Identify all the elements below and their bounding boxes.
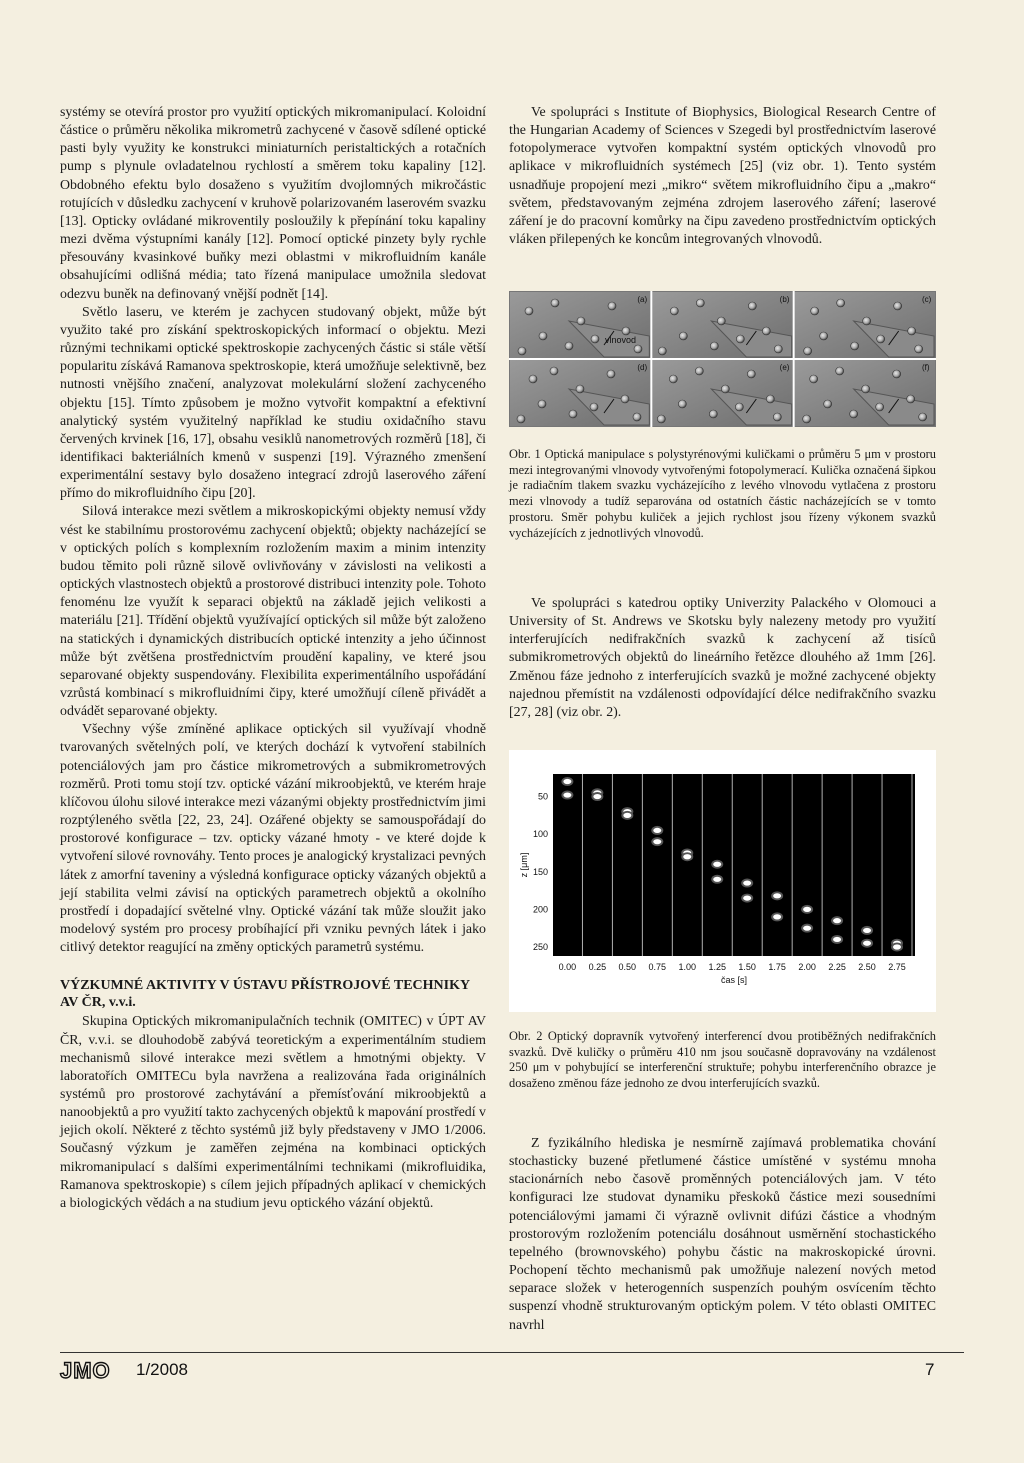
bead [622,327,630,335]
particle-point [771,912,783,921]
paragraph: Skupina Optických mikromanipulačních technik (OMITEC) v ÚPT AV ČR, v.v.i. se dlouhodobě zabývá teoretickým a experimentálním studiem mechanismů silové interakce mezi světlem a hmotnými objekty. V laboratořích OMITECu byla navržena a realizována řada originálních systémů pro prostorové zachytávání a přemísťování mikroobjektů a nanoobjektů a pro využití takto zachycených objektů k mapování prostředí v jejich okolí. Některé z těchto systémů již byly představeny v JMO 1/2006. Současný výzkum je zaměřen zejména na kombinaci optických mikromanipulací s dalšími experimentálními technikami (mikrofluidika, Ramanova spektroskopie) s cílem jejich případných aplikací v chemických a biologických vědách a na studium jevu optického vázání objektů. [60,1014,486,1211]
bead [877,335,885,343]
paragraph: Ve spolupráci s katedrou optiky Univerzity Palackého v Olomouci a University of St. Andrews ve Skotsku byly nalezeny metody pro využití interferujících nedifrakčních svazků k zachycení až tisíců submikrometrových objektů do lineárního řetězce dlouhého až 1mm [26]. Změnou fáze jednoho z interferujících svazků je možné zachycené objekty najednou přemístit na vzdálenosti odpovídající délce nedifrakčního svazku [27, 28] (viz obr. 2). [509,596,936,720]
paragraph: Silová interakce mezi světlem a mikroskopickými objekty nemusí vždy vést ke stabilnímu prostorovému zachycení objektů; objekty nacházející se v optických polích s komplexním rozložením maxim a minim intenzity budou těmito poli různě silově ovlivňovány v závislosti na velikosti a optických vlastnostech objektů a prostorové distribuci intenzity pole. Tohoto fenoménu lze využít k separaci objektů na základě jejich velikosti a materiálu [21]. Třídění objektů využívající optických sil může být založeno na statických i dynamických distribucích optické intenzity a jeho účinnost může být zvětšena prostřednictvím proudění kapaliny, ve které jsou separované objekty suspendovány. Flexibilita experimentálního uspořádání vzrůstá kombinací s mikrofluidními čipy, které umožňují cíleně přivádět a odvádět separované objekty. [60,504,486,720]
particle-point [801,905,813,914]
particle-point [741,894,753,903]
bead [539,332,547,340]
bead [735,403,743,411]
section-heading: VÝZKUMNÉ AKTIVITY V ÚSTAVU PŘÍSTROJOVÉ TECHNIKY AV ČR, v.v.i. [60,978,470,1011]
bead [811,307,819,315]
bead [551,299,559,307]
particle-point [681,852,693,861]
particle-point [831,935,843,944]
microscopy-panel [510,360,650,426]
panel-label: (d) [637,363,648,372]
bead [696,299,704,307]
particle-point [741,879,753,888]
bead [710,342,718,350]
bead [678,400,686,408]
bead [538,400,546,408]
figure-2-chart [509,750,936,1012]
x-tick-label: 2.50 [858,962,876,972]
microscopy-panels [509,291,936,427]
bead [518,347,526,355]
bead [836,367,844,375]
right-column-top [509,104,936,249]
right-column-bottom [509,1135,936,1335]
particle-point [561,777,573,786]
bead [569,410,577,418]
figure-1-caption: Obr. 1 Optická manipulace s polystyrénovými kuličkami o průměru 5 μm v prostoru mezi integrovanými vlnovody vytvořenými fotopolymerací. Kulička označená šipkou je radiačním tlakem svazku vycházejícího z levého vlnovodu vytlačena z prostoru mezi vlnovody a tudíž separována od ostatních částic nacházejících se v tomto prostoru. Směr pohybu kuliček a jejich rychlost jsou řízeny výkonem svazků vycházejících z jednotlivých vlnovodů. [509,447,936,540]
bead [658,347,666,355]
bead [820,332,828,340]
bead [657,415,665,423]
particle-point [861,939,873,948]
bead [695,367,703,375]
bead [607,370,615,378]
particle-point [801,924,813,933]
bead [576,385,584,393]
paragraph: Z fyzikálního hlediska je nesmírně zajímavá problematika chování stochasticky buzené přetlumené částice umístěné v systému mnoha stacionárních nebo časově proměnných potenciálových jam. V této konfiguraci lze studovat dynamiku přeskoků částice mezi sousedními potenciálovými jamami či výrazně ovlivnit difúzi částice a vhodným prostorovým rozložením potenciálu dosáhnout usměrnění stochastického tepelného (brownovského) pohybu částic na makroskopické úrovni. Pochopení těchto mechanismů pak umožňuje nalezení nových metod separace složek v heterogenních suspenzích pouhým osvícením těchto suspenzí vhodně strukturovaným optickým polem. V této oblasti OMITEC navrhl [509,1136,936,1333]
x-tick-label: 0.25 [588,962,607,972]
particle-point [711,860,723,869]
bead [894,302,902,310]
footer-rule [60,1352,964,1353]
particle-point [711,875,723,884]
bead [810,375,818,383]
x-tick-label: 1.75 [768,962,786,972]
x-tick-label: 1.25 [708,962,726,972]
x-tick-label: 2.25 [828,962,846,972]
bead [565,342,573,350]
bead [717,317,725,325]
x-tick-label: 0.50 [618,962,637,972]
panel-label: (f) [922,363,930,372]
bead [709,410,717,418]
bead [850,410,858,418]
microscopy-panel [795,360,935,426]
bead [766,395,774,403]
journal-logo: JMO [60,1358,111,1383]
bead [893,370,901,378]
bead [915,345,923,353]
particle-point [591,792,603,801]
bead [669,375,677,383]
bead [908,327,916,335]
conveyor-chart [509,750,936,1012]
y-tick-label: 50 [537,791,548,802]
bead [748,302,756,310]
bead [577,317,585,325]
y-tick-label: 100 [532,829,548,840]
microscopy-panel [652,292,792,358]
x-tick-label: 0.00 [558,962,577,972]
y-tick-label: 200 [532,904,548,915]
particle-point [891,942,903,951]
bead [762,327,770,335]
bead [517,415,525,423]
bead [679,332,687,340]
left-column [60,104,486,1213]
bead [550,367,558,375]
paragraph: Ve spolupráci s Institute of Biophysics, Biological Research Centre of the Hungarian Academy of Sciences v Szegedi byl prostřednictvím laserové fotopolymerace vytvořen kompaktní systém optických vlnovodů pro aplikace v mikrofluidních systémech [25] (viz obr. 1). Tento systém usnadňuje propojení mezi „mikro“ světem mikrofluidního čipu a „makro“ světem, představovaným zejména zdrojem laserového záření; laserové záření je do pracovní komůrky na čipu zavedeno prostřednictvím optických vláken přilepených ke koncům integrovaných vlnovodů. [509,105,936,248]
bead [862,385,870,393]
bead [736,335,744,343]
x-tick-label: 1.50 [738,962,756,972]
bead [774,345,782,353]
paragraph: systémy se otevírá prostor pro využití optických mikromanipulací. Koloidní částice o průměru několika mikrometrů zachycené v časově sdílené optické pasti byly využity ke konstrukci miniaturních peristaltických a rotačních pump s plynule ovladatelnou rychlostí a směrem toku kapaliny [12]. Obdobného efektu bylo dosaženo s využitím dvojlomných mikročástic rotujících v důsledku zachycení v kruhově polarizovaném laserovém svazku [13]. Opticky ovládané mikroventily posloužily k přepínání toku kapaliny mezi dvěma výstupními kanály [12]. Pomocí optické pinzety byly rychle přesouvány kvasinkové buňky mezi oblastmi v mikrofluidním kanále obsahujícími odlišná média; tato řízená manipulace umožnila sledovat odezvu buněk na definovaný vnější podnět [14]. [60,105,486,302]
bead [529,375,537,383]
bead [919,413,927,421]
particle-point [861,926,873,935]
particle-point [561,791,573,800]
bead [747,370,755,378]
bead [851,342,859,350]
bead [773,413,781,421]
bead [621,395,629,403]
y-tick-label: 150 [532,866,548,877]
panel-label: (c) [922,295,932,304]
y-axis-label: z [μm] [519,852,529,878]
bead [634,345,642,353]
y-tick-label: 250 [532,941,548,952]
bead [525,307,533,315]
bead [876,403,884,411]
particle-point [651,837,663,846]
bead [804,347,812,355]
bead [907,395,915,403]
microscopy-panel [795,292,935,358]
bead [721,385,729,393]
microscopy-panel [510,292,650,358]
x-tick-label: 0.75 [648,962,667,972]
figure-1-image [509,291,936,427]
issue-number: 1/2008 [136,1360,188,1379]
bead [803,415,811,423]
panel-label: (a) [637,295,648,304]
bead [633,413,641,421]
bead [670,307,678,315]
right-column-middle [509,595,936,722]
panel-label: (b) [779,295,790,304]
figure-2-caption: Obr. 2 Optický dopravník vytvořený interferencí dvou protiběžných nedifrakčních svazků. Dvě kuličky o průměru 410 nm jsou současně dopravovány na vzdálenost 250 μm v pohybující se interferenční struktuře; pohybu interferenčního obrazce je dosaženo změnou fáze jednoho ze dvou interferujících svazků. [509,1029,936,1091]
waveguide-label: vlnovod [605,335,637,345]
bead [608,302,616,310]
x-tick-label: 2.00 [798,962,816,972]
x-tick-label: 2.75 [888,962,906,972]
bead [824,400,832,408]
bead [837,299,845,307]
bead [591,335,599,343]
particle-point [771,891,783,900]
particle-point [621,811,633,820]
x-tick-label: 1.00 [678,962,697,972]
x-axis-label: čas [s] [720,975,748,985]
bead [590,403,598,411]
page-number: 7 [925,1360,935,1379]
plot-area [553,774,915,956]
bead [863,317,871,325]
microscopy-panel [652,360,792,426]
paragraph: Všechny výše zmíněné aplikace optických sil využívají vhodně tvarovaných světelných polí, ve kterých dochází k vytvoření stabilních potenciálových jam pro částice mikrometrových a submikrometrových rozměrů. Proti tomu stojí tzv. optické vázání mikroobjektů, ve kterém hraje klíčovou úlohu silové interakce mezi vázanými objekty prostřednictvím jimi rozptýleného světla [22, 23, 24]. Ozářené objekty se samouspořádají do prostorové konfigurace – tzv. opticky vázané hmoty - ve které dojde k vytvoření silové rovnováhy. Tento proces je analogický krystalizaci pevných látek z amorfní taveniny a výsledná konfigurace opticky vázaných objektů a její stabilita velmi závisí na optických parametrech objektů a okolního prostředí i dopadající světelné vlny. Optické vázání tak může sloužit jako modelový systém pro procesy probíhající při vzniku pevných látek i jako citlivý detektor reagující na změny optických parametrů systému. [60,722,486,956]
paragraph: Světlo laseru, ve kterém je zachycen studovaný objekt, může být využito také pro získání spektroskopických informací o objektu. Mezi různými technikami optické spektroskopie zachycených částic si stále větší popularitu získává Ramanova spektroskopie, která umožňuje selektivně, bez nutnosti vnějšího značení, analyzovat molekulární složení zachyceného objektu [15]. Tímto způsobem je možno vytvořit kompaktní a efektivní analytický systém využitelný například ke studiu oxidačního stavu červených krvinek [16, 17], obsahu vesiklů nanometrových rozměrů [18], či identifikaci bakteriálních kmenů v suspenzi [19]. Výrazného zmenšení experimentální sestavy bylo dosaženo integrací zdrojů laserového záření přímo do mikrofluidního čipu [20]. [60,304,486,502]
particle-point [651,826,663,835]
panel-label: (e) [779,363,790,372]
particle-point [831,916,843,925]
